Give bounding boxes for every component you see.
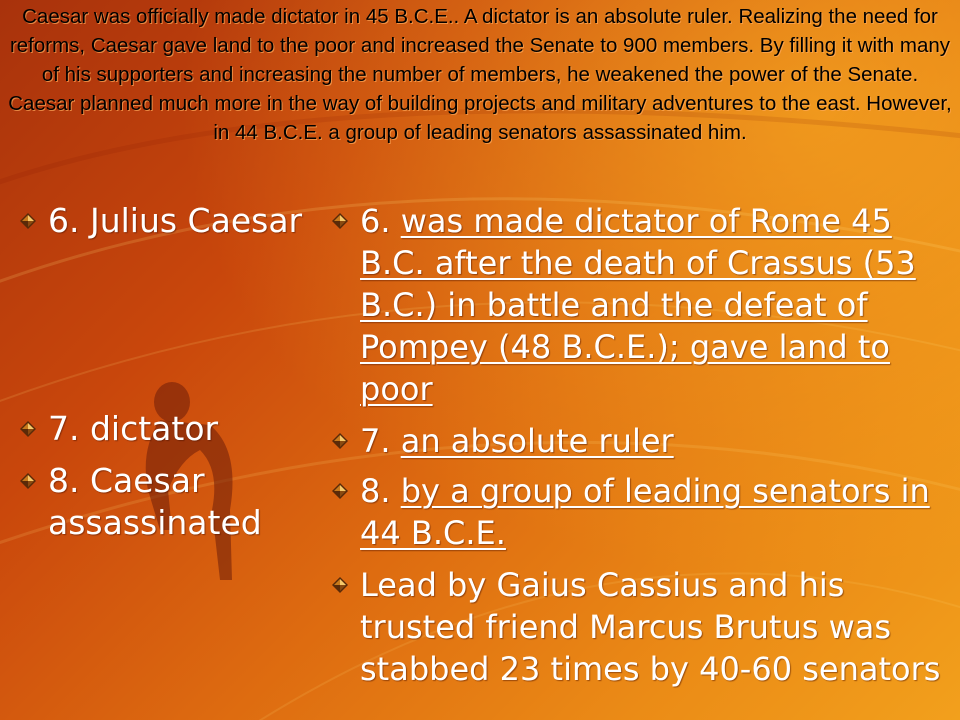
term-item [14, 460, 298, 544]
answer-text [360, 420, 956, 462]
diamond-bullet-icon [332, 213, 348, 229]
answer-item [326, 470, 956, 554]
diamond-bullet-icon [332, 483, 348, 499]
item-number: 8. [360, 472, 401, 510]
summary-paragraph: Caesar was officially made dictator in 45 B.C.E.. A dictator is an absolute ruler. Realizing the need for reforms, Caesar gave land to the poor and increased the Senate to 900 members. By filling it with many of his supporters and increasing the number of members, he weakened the power of the Senate. Caesar planned much more in the way of building projects and military adventures to the east. However, in 44 B.C.E. a group of leading senators assassinated him. [8, 5, 952, 144]
item-number: 7. [360, 422, 401, 460]
answer-item [326, 200, 956, 410]
answer-text [360, 470, 956, 554]
term-item [14, 408, 314, 450]
term-item [14, 200, 314, 404]
answer-list [326, 200, 956, 690]
answer-underlined: by a group of leading senators in 44 B.C.E. [360, 472, 930, 552]
answer-underlined: was made dictator of Rome 45 B.C. after the death of Crassus (53 B.C.) in battle and the defeat of Pompey (48 B.C.E.); gave land to poor [360, 202, 916, 408]
answer-text: Lead by Gaius Cassius and his trusted friend Marcus Brutus was stabbed 23 times by 40-60 senators [360, 566, 941, 688]
term-text: 8. Caesar assassinated [48, 461, 262, 542]
diamond-bullet-icon [332, 433, 348, 449]
answer-underlined: an absolute ruler [400, 422, 674, 460]
term-list [14, 200, 314, 544]
answer-item [326, 564, 956, 690]
diamond-bullet-icon [20, 213, 36, 229]
term-text: 7. dictator [48, 409, 219, 448]
diamond-bullet-icon [20, 473, 36, 489]
item-number: 6. [360, 202, 401, 240]
answer-item [326, 420, 956, 462]
term-text: 6. Julius Caesar [48, 201, 303, 240]
diamond-bullet-icon [20, 421, 36, 437]
diamond-bullet-icon [332, 577, 348, 593]
answer-text [360, 200, 956, 410]
